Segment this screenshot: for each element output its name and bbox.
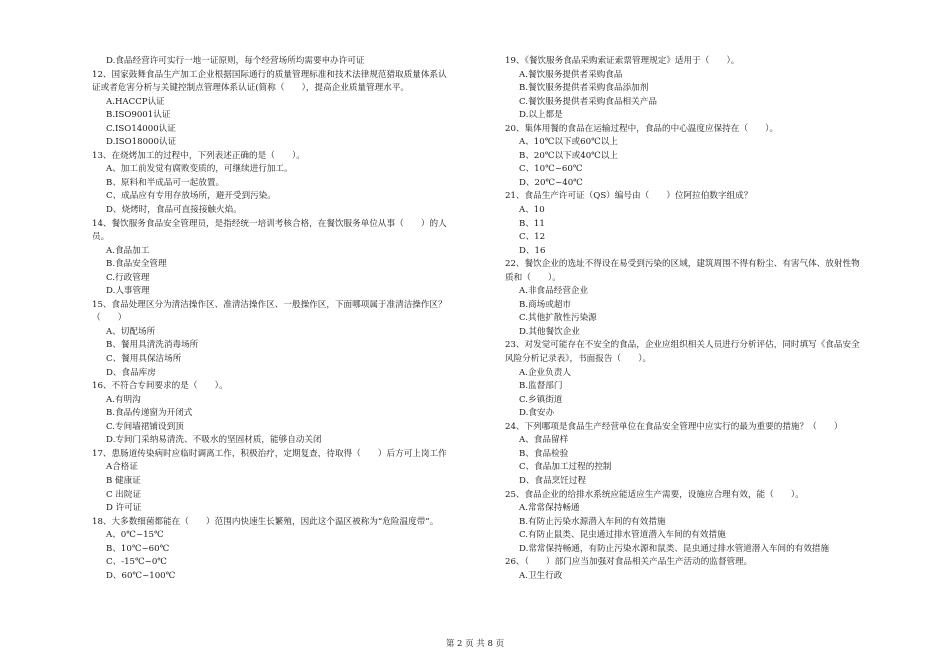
answer-option: B.食品传递窗为开闭式 bbox=[106, 408, 193, 419]
answer-option: A.非食品经营企业 bbox=[519, 286, 589, 297]
answer-option: D.常常保持畅通，有防止污染水源和鼠类、昆虫通过排水管道潜入车间的有效措施 bbox=[519, 543, 830, 554]
answer-option: C.行政管理 bbox=[106, 272, 150, 283]
answer-option: C.乡镇街道 bbox=[519, 394, 563, 405]
answer-option: D、16 bbox=[519, 245, 546, 256]
answer-option: A.HACCP认证 bbox=[106, 96, 165, 107]
answer-option: D.以上都是 bbox=[519, 110, 563, 121]
answer-option: B、20℃以下或40℃以上 bbox=[519, 150, 618, 161]
answer-option: A合格证 bbox=[106, 462, 138, 473]
answer-option: B.监督部门 bbox=[519, 381, 563, 392]
answer-option: B、食品检验 bbox=[519, 448, 569, 459]
question-text: 13、在烧烤加工的过程中，下列表述正确的是（ ）。 bbox=[92, 150, 305, 161]
answer-option: D、烧烤时，食品可直接接触火焰。 bbox=[106, 205, 242, 216]
question-text: 质和（ ）。 bbox=[505, 272, 561, 283]
answer-option: C、10℃~60℃ bbox=[519, 164, 583, 175]
question-text: （ ） bbox=[92, 313, 127, 324]
answer-option: D.食品经营许可实行一地一证原则，每个经营场所均需要申办许可证 bbox=[106, 56, 365, 66]
question-text: 20、集体用餐的食品在运输过程中，食品的中心温度应保持在（ ）。 bbox=[505, 123, 779, 134]
answer-option: B、餐用具清洗消毒场所 bbox=[106, 340, 199, 351]
answer-option: B、原料和半成品可一起放置。 bbox=[106, 177, 225, 188]
answer-option: A、切配场所 bbox=[106, 326, 156, 337]
answer-option: C、12 bbox=[519, 232, 546, 243]
answer-option: A.食品加工 bbox=[106, 245, 150, 256]
answer-option: D、食品烹饪过程 bbox=[519, 475, 587, 486]
question-text: 23、对发觉可能存在不安全的食品，企业应组织相关人员进行分析评估，同时填写《食品安全 bbox=[505, 340, 860, 351]
question-text: 25、食品企业的给排水系统应能适应生产需要，设施应合理有效，能（ ）。 bbox=[505, 489, 804, 500]
answer-option: D、60℃~100℃ bbox=[106, 570, 176, 581]
answer-option: C.专间墙裙铺设到顶 bbox=[106, 421, 184, 432]
answer-option: C.其他扩散性污染源 bbox=[519, 313, 597, 324]
answer-option: C.餐饮服务提供者采购食品相关产品 bbox=[519, 96, 657, 107]
question-text: 21、食品生产许可证（QS）编号由（ ）位阿拉伯数字组成？ bbox=[505, 191, 753, 202]
answer-option: A、食品留样 bbox=[519, 435, 569, 446]
question-text: 风险分析记录表》，书面报告（ ）。 bbox=[505, 354, 652, 365]
question-text: 14、餐饮服务食品安全管理员，是指经统一培训考核合格，在餐饮服务单位从事（ ）的人 bbox=[92, 218, 447, 229]
answer-option: D.ISO18000认证 bbox=[106, 137, 177, 148]
answer-option: C、成品应有专用存放场所，避开受到污染。 bbox=[106, 191, 276, 202]
answer-option: D.人事管理 bbox=[106, 286, 150, 297]
question-text: 16、不符合专间要求的是（ ）。 bbox=[92, 381, 228, 392]
answer-option: B.商场或超市 bbox=[519, 299, 572, 310]
answer-option: C、餐用具保洁场所 bbox=[106, 354, 182, 365]
answer-option: A.有明沟 bbox=[106, 394, 141, 405]
question-text: 22、餐饮企业的选址不得设在易受到污染的区域，建筑周围不得有粉尘、有害气体、放射性物 bbox=[505, 259, 860, 270]
answer-option: A.卫生行政 bbox=[519, 570, 563, 581]
answer-option: C、-15℃~0℃ bbox=[106, 557, 167, 568]
left-column bbox=[92, 55, 497, 583]
answer-option: B 健康证 bbox=[106, 475, 141, 486]
right-column bbox=[505, 55, 910, 583]
answer-option: A、10 bbox=[519, 205, 545, 216]
answer-option: B.有防止污染水源潜入车间的有效措施 bbox=[519, 516, 666, 527]
answer-option: A、0℃~15℃ bbox=[106, 530, 164, 541]
answer-option: D.专间门采纳易清洗、不吸水的坚固材质，能够自动关闭 bbox=[106, 435, 322, 446]
answer-option: B.餐饮服务提供者采购食品添加剂 bbox=[519, 83, 649, 94]
answer-option: B.食品安全管理 bbox=[106, 259, 167, 270]
answer-option: A.餐饮服务提供者采购食品 bbox=[519, 69, 623, 80]
answer-option: C.有防止鼠类、昆虫通过排水管道潜入车间的有效措施 bbox=[519, 530, 726, 541]
answer-option: D.食安办 bbox=[519, 408, 555, 419]
question-text: 员。 bbox=[92, 232, 110, 243]
answer-option: D.其他餐饮企业 bbox=[519, 326, 580, 337]
answer-option: D、20℃~40℃ bbox=[519, 177, 583, 188]
answer-option: A、加工前发觉有腐败变质的，可继续进行加工。 bbox=[106, 164, 293, 175]
question-text: 24、下列哪项是食品生产经营单位在食品安全管理中应实行的最为重要的措施？（ ） bbox=[505, 421, 843, 432]
page-footer: 第 2 页 共 8 页 bbox=[445, 639, 505, 649]
question-text: 15、食品处理区分为清洁操作区、准清洁操作区、一般操作区，下面哪项属于准清洁操作区？ bbox=[92, 299, 447, 310]
answer-option: A、10℃以下或60℃以上 bbox=[519, 137, 618, 148]
question-text: 证或者危害分析与关键控制点管理体系认证(简称（ ），提高企业质量管理水平。 bbox=[92, 83, 410, 94]
question-text: 19、《餐饮服务食品采购索证索票管理规定》适用于（ ）。 bbox=[505, 56, 740, 66]
question-text: 18、大多数细菌都能在（ ）范围内快速生长繁殖，因此这个温区被称为“危险温度带”。 bbox=[92, 516, 439, 527]
answer-option: C 出院证 bbox=[106, 489, 142, 500]
question-text: 17、患肠道传染病时应临时调离工作，积极治疗，定期复查，待取得（ ）后方可上岗工作 bbox=[92, 448, 447, 459]
question-text: 26、（ ）部门应当加强对食品相关产品生产活动的监督管理。 bbox=[505, 557, 753, 568]
answer-option: B.ISO9001认证 bbox=[106, 110, 171, 121]
answer-option: B、10℃~60℃ bbox=[106, 543, 170, 554]
answer-option: A.企业负责人 bbox=[519, 367, 571, 378]
answer-option: B、11 bbox=[519, 218, 545, 229]
answer-option: D 许可证 bbox=[106, 503, 142, 514]
answer-option: C、食品加工过程的控制 bbox=[519, 462, 612, 473]
answer-option: A.常常保持畅通 bbox=[519, 503, 580, 514]
answer-option: C.ISO14000认证 bbox=[106, 123, 176, 134]
answer-option: D、食品库房 bbox=[106, 367, 156, 378]
question-text: 12、国家鼓舞食品生产加工企业根据国际通行的质量管理标准和技术法律规范猎取质量体系认 bbox=[92, 69, 447, 80]
